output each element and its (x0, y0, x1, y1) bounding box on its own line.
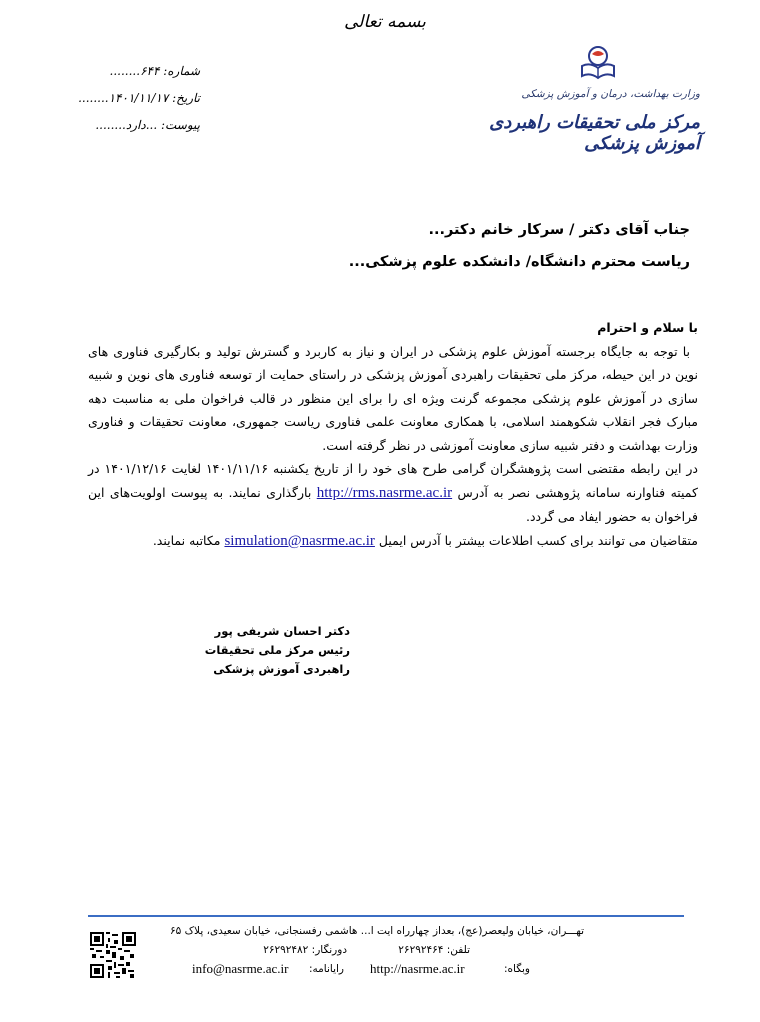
paragraph-1-text: با توجه به جایگاه برجسته آموزش علوم پزشکی در ایران و نیاز به کاربرد و گسترش تولید و بکارگیری فناوری های نوین در این حیطه، مرکز ملی تحقیقات راهبردی آموزش پزشکی در راستای حمایت از توسعه فناوری های نوین و شبیه سازی در آموزش علوم پزشکی مجموعه گرنت ویژه ای را برای این منظور در قالب فراخوان ملی به مناسبت دهه مبارک فجر انقلاب شکوهمند اسلامی، با همکاری معاونت علمی فناوری ریاست جمهوری، معاونت تحقیقات و فناوری وزارت بهداشت و دفتر شبیه سازی معاونت آموزشی در نظر گرفته است. (88, 343, 698, 453)
footer-email-label: رایانامه: (308, 963, 344, 975)
bismillah-heading: بسمه تعالی (344, 12, 426, 32)
letter-number: شماره: ۶۴۴........ (109, 64, 200, 78)
center-name: مرکز ملی تحقیقات راهبردی آموزش پزشکی (489, 112, 700, 154)
paragraph-2-text-b: بارگذاری نمایند. به پیوست اولویت‌های این فراخوان به حضور ایفاد می گردد. (88, 484, 698, 524)
footer-phone: تلفن: ۲۶۲۹۲۴۶۴ (398, 944, 470, 956)
footer-fax: دورنگار: ۲۶۲۹۲۴۸۲ (263, 944, 347, 956)
footer-website-label: وبگاه: (503, 963, 530, 975)
paragraph-2-text-a: در این رابطه مقتضی است پژوهشگران گرامی طرح های خود را از تاریخ یکشنبه ۱۴۰۱/۱۱/۱۶ لغایت ۱۴۰۱/۱۲/۱۶ در کمیته فناوارنه سامانه پژوهشی نصر به آدرس (88, 461, 698, 500)
signatory-name: دکتر احسان شریفی پور (214, 624, 350, 638)
footer-divider (88, 915, 684, 917)
organization-logo (470, 40, 700, 154)
paragraph-1 (88, 340, 698, 458)
addressee-line-1: جناب آقای دکتر / سرکار خانم دکتر... (428, 222, 690, 238)
paragraph-3-text-a: متقاضیان می توانند برای کسب اطلاعات بیشتر با آدرس ایمیل (378, 532, 698, 548)
contact-email-link[interactable]: simulation@nasrme.ac.ir (224, 532, 375, 549)
book-emblem-icon (578, 44, 618, 80)
addressee-line-2: ریاست محترم دانشگاه/ دانشکده علوم پزشکی... (348, 254, 690, 270)
footer-email-link[interactable]: info@nasrme.ac.ir (192, 961, 289, 976)
signatory-title-2: راهبردی آموزش پزشکی (213, 662, 350, 676)
paragraph-3 (88, 529, 698, 554)
signatory-title-1: رئیس مرکز ملی تحقیقات (204, 643, 350, 657)
signature-block (200, 622, 350, 679)
letter-body (88, 316, 698, 553)
letter-attachment: پیوست: ...دارد........ (95, 118, 200, 132)
paragraph-2 (88, 457, 698, 529)
letter-meta (80, 58, 200, 139)
footer-website-link[interactable]: http://nasrme.ac.ir (370, 961, 465, 976)
greeting: با سلام و احترام (597, 320, 698, 335)
paragraph-3-text-b: مکاتبه نمایند. (152, 532, 221, 548)
ministry-name: وزارت بهداشت، درمان و آموزش پزشکی (521, 88, 700, 100)
qr-code-icon (90, 932, 136, 978)
letter-date: تاریخ: ۱۴۰۱/۱۱/۱۷........ (78, 91, 200, 105)
footer-address: تهـــران، خیابان ولیعصر(عج)، بعداز چهارراه ایت ا... هاشمی رفسنجانی، خیابان سعیدی، پلاک ۶۵ (170, 925, 584, 937)
rms-link[interactable]: http://rms.nasrme.ac.ir (316, 484, 453, 501)
